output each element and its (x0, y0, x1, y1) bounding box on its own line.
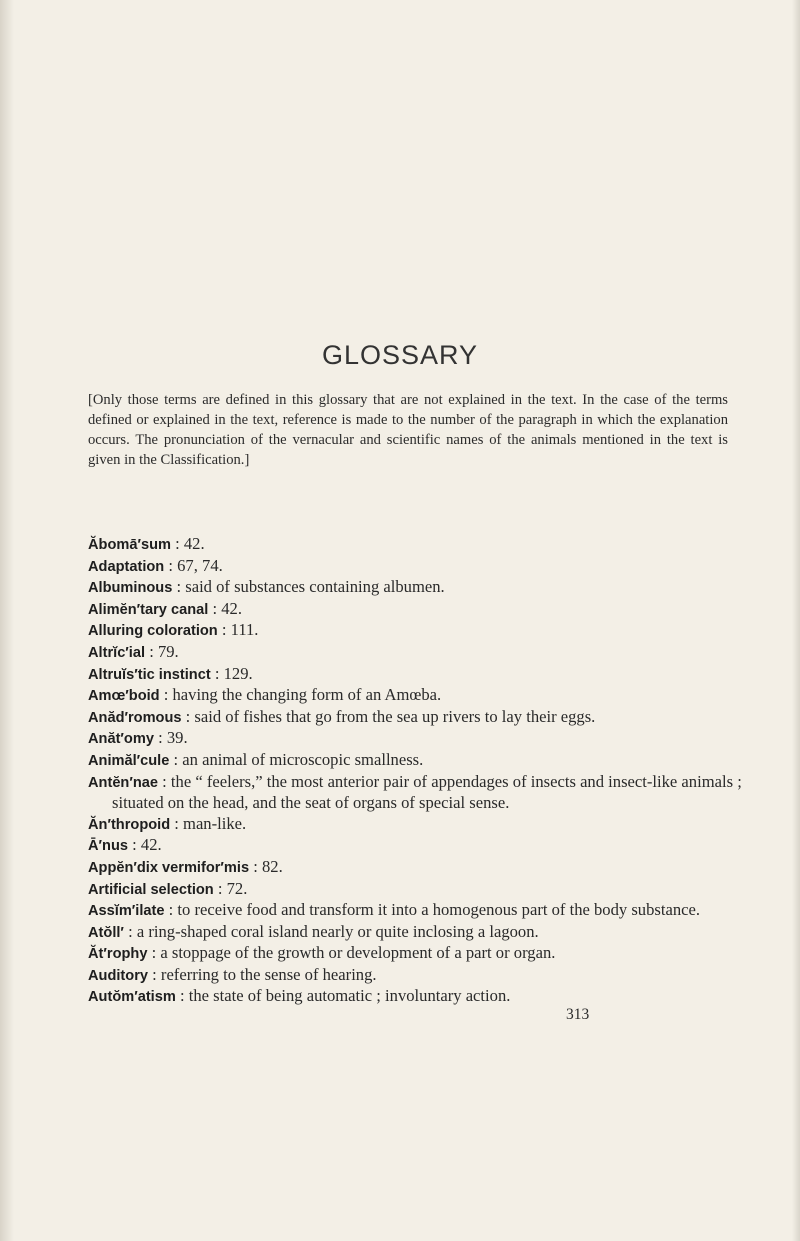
glossary-entry (88, 943, 743, 965)
glossary-entry (88, 577, 743, 599)
glossary-definition: : man-like. (174, 813, 247, 833)
glossary-definition: : an animal of microscopic smallness. (173, 749, 424, 769)
glossary-term: Alimĕn′tary canal (88, 601, 209, 618)
glossary-definition: : 39. (158, 728, 188, 748)
glossary-term: Ā′nus (88, 838, 128, 855)
page-edge-left (0, 0, 14, 1241)
glossary-term: Antĕn′nae (88, 774, 158, 791)
glossary-term: Adaptation (88, 558, 165, 575)
glossary-definition: : the “ feelers,” the most anterior pair of appendages of insects and insect-like animals ; situated on the head, and the seat of organs of special sense. (112, 771, 742, 813)
glossary-entry (88, 879, 743, 901)
glossary-term: Anăd′romous (88, 709, 182, 726)
glossary-definition: : 111. (221, 620, 259, 640)
glossary-term: Appĕn′dix vermifor′mis (88, 859, 250, 876)
glossary-definition: : having the changing form of an Amœba. (163, 685, 442, 705)
glossary-term: Ăn′thropoid (88, 816, 171, 833)
glossary-definition: : a ring-shaped coral island nearly or quite inclosing a lagoon. (128, 921, 539, 941)
glossary-definition: : 42. (175, 534, 205, 553)
glossary-definition: : the state of being automatic ; involuntary action. (179, 986, 511, 1006)
glossary-entry (88, 750, 743, 772)
page-title: GLOSSARY (321, 340, 479, 370)
glossary-term: Anăt′omy (88, 731, 154, 748)
glossary-term: Auditory (88, 967, 148, 984)
glossary-entry (88, 620, 743, 642)
glossary-definition: : to receive food and transform it into a homogenous part of the body substance. (168, 900, 700, 920)
glossary-definition: : 42. (132, 835, 162, 855)
glossary-definition: : 129. (214, 663, 253, 683)
glossary-term: Atŏll′ (88, 924, 124, 941)
glossary-entry (88, 599, 743, 621)
glossary-entry (88, 965, 743, 987)
glossary-definition: : 72. (217, 878, 248, 898)
glossary-definition: : referring to the sense of hearing. (152, 964, 377, 984)
page-number: 313 (566, 1006, 590, 1023)
glossary-term: Ăbomā′sum (88, 537, 171, 553)
glossary-term: Animăl′cule (88, 752, 170, 769)
glossary-entry (88, 986, 743, 1008)
glossary-entry (88, 835, 743, 857)
glossary-entry (88, 642, 743, 664)
glossary-term: Assĭm′ilate (88, 903, 165, 920)
glossary-entry (88, 685, 743, 707)
glossary-entry (88, 728, 743, 750)
glossary-entry (88, 534, 743, 556)
glossary-term: Artificial selection (88, 881, 214, 898)
glossary-definition: : 79. (149, 641, 179, 661)
glossary-term: Alluring coloration (88, 623, 218, 640)
glossary-entry (88, 772, 743, 814)
glossary-entry (88, 857, 743, 879)
glossary-term: Autŏm′atism (88, 989, 176, 1006)
glossary-definition: : said of fishes that go from the sea up rivers to lay their eggs. (185, 706, 596, 726)
glossary-list (88, 534, 743, 1008)
glossary-entry (88, 922, 743, 944)
glossary-term: Albuminous (88, 580, 173, 597)
glossary-term: Amœ′boid (88, 688, 160, 705)
glossary-entry (88, 664, 743, 686)
glossary-entry (88, 707, 743, 729)
glossary-entry (88, 556, 743, 578)
glossary-entry (88, 814, 743, 836)
glossary-term: Ăt′rophy (88, 946, 148, 963)
glossary-definition: : said of substances containing albumen. (176, 577, 445, 597)
glossary-term: Altruĭs′tic instinct (88, 666, 211, 683)
glossary-definition: : 42. (212, 598, 242, 618)
glossary-term: Altrĭc′ial (88, 644, 146, 661)
glossary-definition: : a stoppage of the growth or development of a part or organ. (151, 943, 556, 963)
glossary-definition: : 82. (253, 856, 283, 876)
intro-note: [Only those terms are defined in this glossary that are not explained in the text. In the case of the terms defined or explained in the text, reference is made to the number of the paragraph in which the explanation occurs. The pronunciation of the vernacular and scientific names of the animals mentioned in the text is given in the Classification.] (88, 392, 728, 468)
glossary-definition: : 67, 74. (168, 555, 223, 575)
glossary-entry (88, 900, 743, 922)
page-edge-right (792, 0, 800, 1241)
